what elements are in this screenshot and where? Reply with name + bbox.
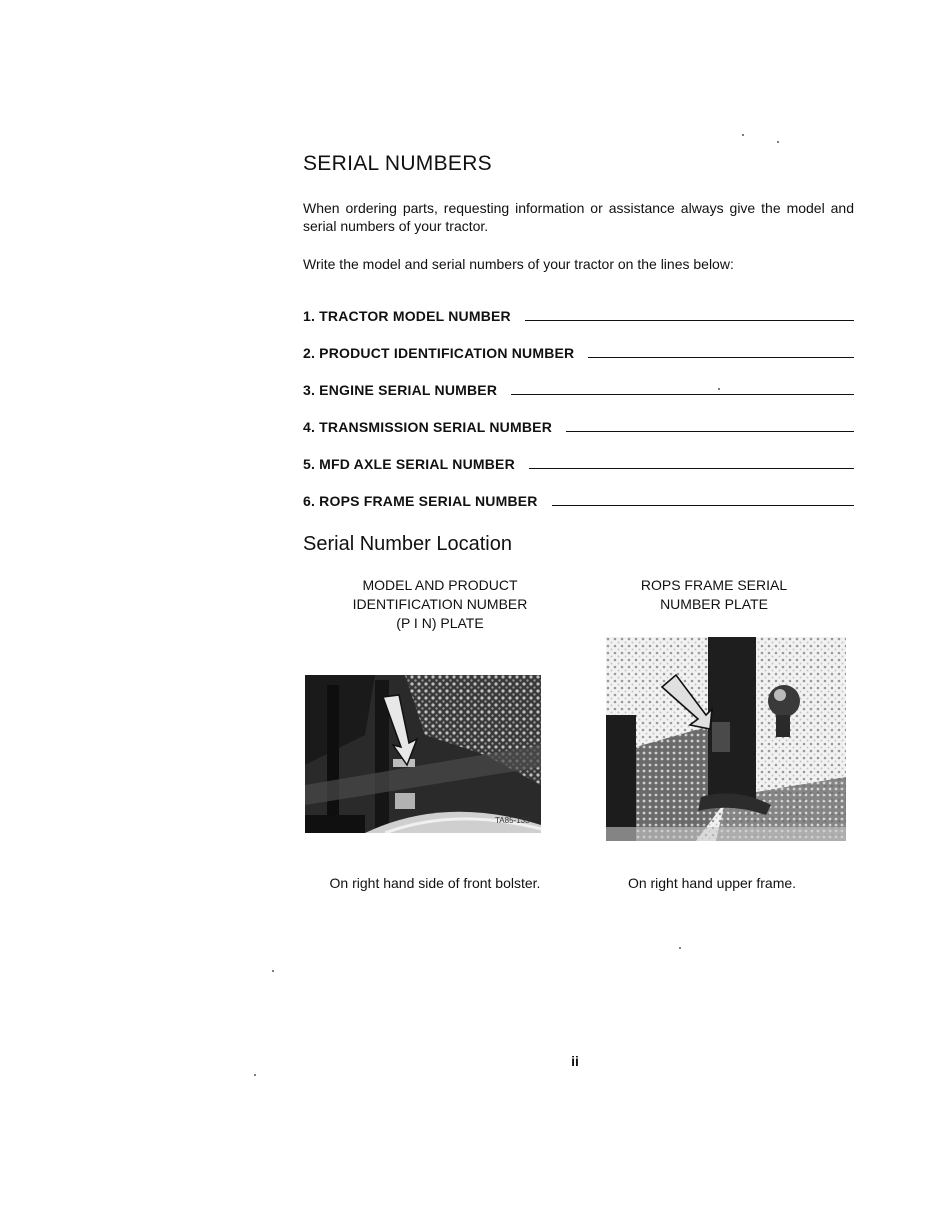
front-bolster-photo xyxy=(305,675,541,833)
write-in-line xyxy=(566,431,854,432)
field-label: 1. TRACTOR MODEL NUMBER xyxy=(303,308,511,324)
field-label: 3. ENGINE SERIAL NUMBER xyxy=(303,382,498,398)
section-title: SERIAL NUMBERS xyxy=(303,152,492,175)
figure-title-line: ROPS FRAME SERIAL xyxy=(640,577,788,593)
write-in-line xyxy=(525,320,854,321)
location-heading: Serial Number Location xyxy=(303,533,512,555)
engine-serial-number-row xyxy=(303,363,854,400)
figure-title-line: MODEL AND PRODUCT xyxy=(362,577,518,593)
field-label: 6. ROPS FRAME SERIAL NUMBER xyxy=(303,493,538,509)
scan-speck xyxy=(718,388,720,390)
pin-plate-figure-title xyxy=(320,576,560,633)
intro-paragraph: When ordering parts, requesting information or assistance always give the model and serial numbers of your tractor. xyxy=(303,200,854,234)
scan-speck xyxy=(742,134,744,136)
pin-plate-location-caption: On right hand side of front bolster. xyxy=(329,875,541,891)
page-number: ii xyxy=(571,1053,579,1069)
photo-code-label: TA85-133 xyxy=(495,816,530,825)
field-label: 5. MFD AXLE SERIAL NUMBER xyxy=(303,456,515,472)
write-in-line xyxy=(529,468,854,469)
write-in-line xyxy=(588,357,854,358)
serial-number-form xyxy=(303,289,854,511)
tractor-model-number-row xyxy=(303,289,854,326)
figure-title-line: IDENTIFICATION NUMBER xyxy=(352,596,528,612)
scan-speck xyxy=(254,1074,256,1076)
product-identification-number-row xyxy=(303,326,854,363)
write-in-line xyxy=(552,505,854,506)
rops-plate-figure-title xyxy=(594,576,834,614)
rops-frame-photo xyxy=(606,637,846,841)
mfd-axle-serial-number-row xyxy=(303,437,854,474)
scan-speck xyxy=(777,141,779,143)
figure-title-line: (P I N) PLATE xyxy=(396,615,484,631)
transmission-serial-number-row xyxy=(303,400,854,437)
instruction-text: Write the model and serial numbers of your tractor on the lines below: xyxy=(303,256,734,272)
field-label: 2. PRODUCT IDENTIFICATION NUMBER xyxy=(303,345,575,361)
write-in-line xyxy=(511,394,854,395)
figure-title-line: NUMBER PLATE xyxy=(660,596,768,612)
field-label: 4. TRANSMISSION SERIAL NUMBER xyxy=(303,419,553,435)
rops-frame-serial-number-row xyxy=(303,474,854,511)
scan-speck xyxy=(679,947,681,949)
rops-plate-location-caption: On right hand upper frame. xyxy=(627,875,797,891)
scan-speck xyxy=(272,970,274,972)
